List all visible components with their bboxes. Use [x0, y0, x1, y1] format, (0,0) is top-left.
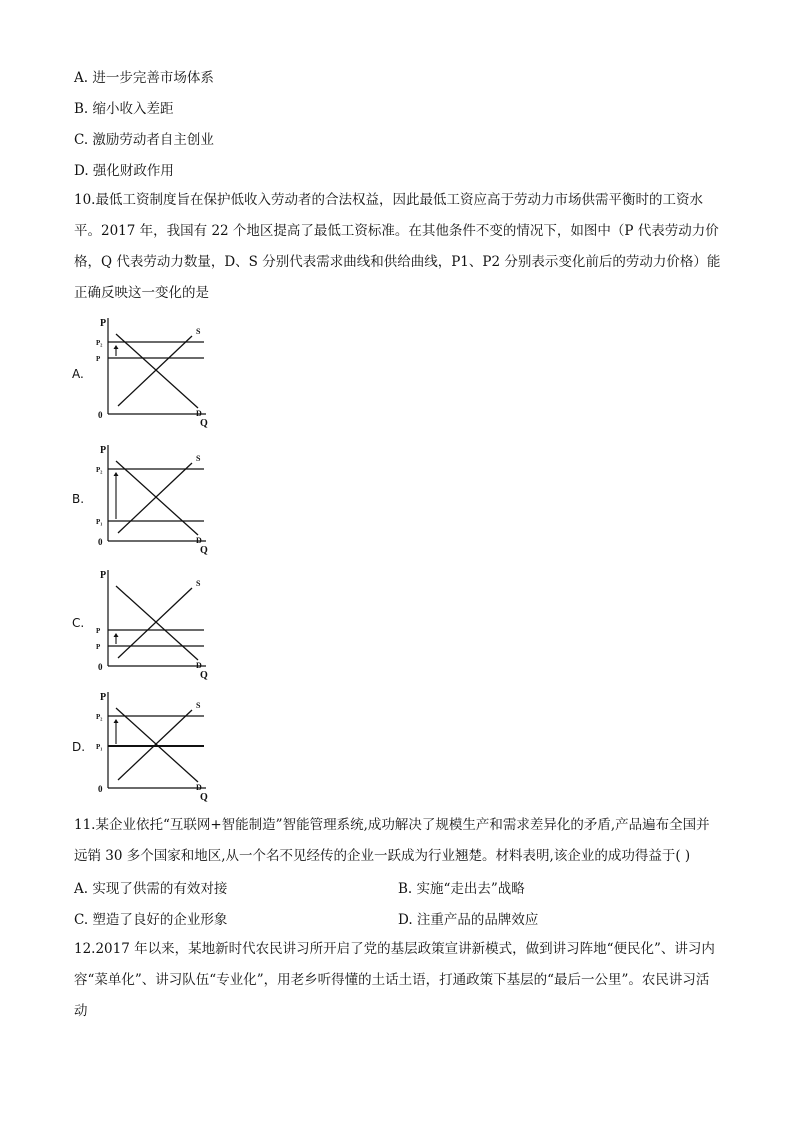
y-axis-label: P	[100, 445, 107, 456]
q11-option-d: D. 注重产品的品牌效应	[398, 912, 539, 928]
x-axis-label: Q	[200, 670, 208, 681]
q10-stem-line: 格，Q 代表劳动力数量，D、S 分别代表需求曲线和供给曲线，P1、P2 分别表示变化前后的劳动力价格）能	[74, 254, 721, 270]
q10-stem	[74, 185, 724, 309]
q9-option-b: B. 缩小收入差距	[74, 101, 174, 117]
supply-demand-chart-b	[94, 443, 224, 555]
price-label-p1: P₁	[96, 743, 103, 751]
q11-stem-line: 远销 30 多个国家和地区,从一个名不见经传的企业一跃成为行业翘楚。材料表明,该企业的成功得益于( )	[74, 848, 691, 864]
price-label-p1: P	[96, 355, 101, 363]
shift-arrow-head	[114, 719, 119, 723]
origin-label: 0	[98, 410, 103, 420]
supply-demand-chart-a	[94, 316, 224, 428]
shift-arrow-head	[114, 345, 119, 349]
q10-option-b-label: B.	[72, 492, 85, 506]
q12-stem-line: 动	[74, 1003, 88, 1019]
shift-arrow-head	[114, 472, 119, 476]
origin-label: 0	[98, 784, 103, 794]
curve-label-d: D	[196, 536, 202, 545]
y-axis-label: P	[100, 318, 107, 329]
q10-option-c-label: C.	[72, 616, 85, 630]
curve-label-s: S	[196, 327, 201, 336]
q10-stem-line: 平。2017 年，我国有 22 个地区提高了最低工资标准。在其他条件不变的情况下，如图中（P 代表劳动力价	[74, 223, 719, 239]
shift-arrow-head	[114, 633, 119, 637]
q11-option-a: A. 实现了供需的有效对接	[74, 881, 228, 897]
q10-option-d-label: D.	[72, 740, 86, 754]
q10-stem-line: 10.最低工资制度旨在保护低收入劳动者的合法权益，因此最低工资应高于劳动力市场供需平衡时的工资水	[74, 192, 703, 208]
q10-stem-line: 正确反映这一变化的是	[74, 285, 209, 301]
x-axis-label: Q	[200, 545, 208, 556]
price-label-p2: P	[96, 627, 101, 635]
price-label-p1: P₁	[96, 518, 103, 526]
q11-option-c: C. 塑造了良好的企业形象	[74, 912, 228, 928]
q10-option-a-label: A.	[72, 367, 84, 381]
curve-label-d: D	[196, 783, 202, 792]
q12-stem	[74, 934, 724, 1027]
curve-label-d: D	[196, 409, 202, 418]
q12-stem-line: 12.2017 年以来，某地新时代农民讲习所开启了党的基层政策宣讲新模式，做到讲习阵地“便民化”、讲习内	[74, 941, 715, 957]
price-label-p1: P	[96, 643, 101, 651]
q12-stem-line: 容“菜单化”、讲习队伍“专业化”，用老乡听得懂的土话土语，打通政策下基层的“最后一公里”。农民讲习活	[74, 972, 710, 988]
q9-option-d: D. 强化财政作用	[74, 163, 174, 179]
origin-label: 0	[98, 662, 103, 672]
y-axis-label: P	[100, 570, 107, 581]
supply-demand-chart-c	[94, 568, 224, 680]
price-label-p2: P₂	[96, 339, 103, 347]
q9-option-a: A. 进一步完善市场体系	[74, 70, 214, 86]
origin-label: 0	[98, 537, 103, 547]
curve-label-s: S	[196, 579, 201, 588]
price-label-p2: P₂	[96, 713, 103, 721]
curve-label-d: D	[196, 661, 202, 670]
q11-option-b: B. 实施“走出去”战略	[398, 881, 525, 897]
curve-label-s: S	[196, 701, 201, 710]
q9-option-c: C. 激励劳动者自主创业	[74, 132, 214, 148]
y-axis-label: P	[100, 692, 107, 703]
x-axis-label: Q	[200, 418, 208, 429]
q11-stem	[74, 810, 724, 872]
x-axis-label: Q	[200, 792, 208, 803]
curve-label-s: S	[196, 454, 201, 463]
supply-demand-chart-d	[94, 690, 224, 802]
q11-stem-line: 11.某企业依托“互联网+智能制造”智能管理系统,成功解决了规模生产和需求差异化的矛盾,产品遍布全国并	[74, 817, 710, 833]
price-label-p2: P₂	[96, 466, 103, 474]
